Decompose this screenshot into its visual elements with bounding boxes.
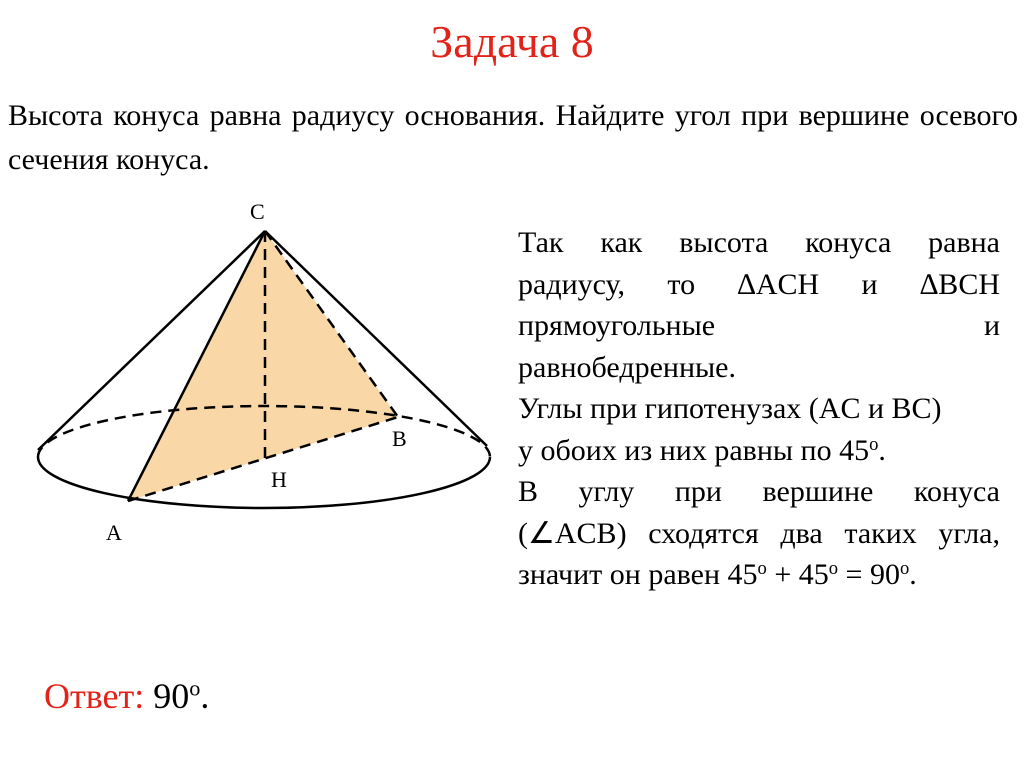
solution-line: Так как высота конуса равна	[518, 226, 1000, 259]
answer-value: 90	[144, 676, 190, 716]
base-ellipse-front	[38, 457, 490, 508]
solution-text	[518, 222, 1000, 596]
solution-line: значит он равен $45^o + 45^o = 90^o$.	[518, 557, 917, 591]
solution-line: В углу при вершине конуса	[518, 475, 1000, 508]
solution-line: (∠ACB) сходятся два таких угла,	[518, 516, 1000, 550]
label-h: H	[271, 467, 287, 492]
problem-statement: Высота конуса равна радиусу основания. Найдите угол при вершине осевого сечения конуса.	[8, 99, 1018, 176]
degree-mark: o	[869, 433, 879, 455]
solution-line: у обоих из них равны по 45$^o$.	[518, 433, 886, 467]
solution-line: радиусу, то ∆ACH и ∆BCH	[518, 267, 1000, 301]
solution-line: равнобедренные.	[518, 350, 736, 384]
label-b: B	[392, 426, 407, 451]
answer-label: Ответ:	[44, 676, 145, 716]
answer: Ответ: 90$^o$.	[44, 675, 210, 716]
degree-mark: o	[828, 557, 839, 579]
axial-section-triangle	[128, 231, 398, 501]
degree-mark: o	[899, 557, 910, 579]
degree-mark: o	[757, 557, 767, 579]
label-c: C	[250, 199, 265, 224]
label-a: A	[106, 520, 122, 545]
degree-mark: o	[189, 675, 201, 701]
solution-line: прямоугольные и	[518, 309, 1000, 342]
solution-line: Углы при гипотенузах (AC и BC)	[518, 392, 942, 425]
slide-title: Задача 8	[430, 16, 594, 67]
